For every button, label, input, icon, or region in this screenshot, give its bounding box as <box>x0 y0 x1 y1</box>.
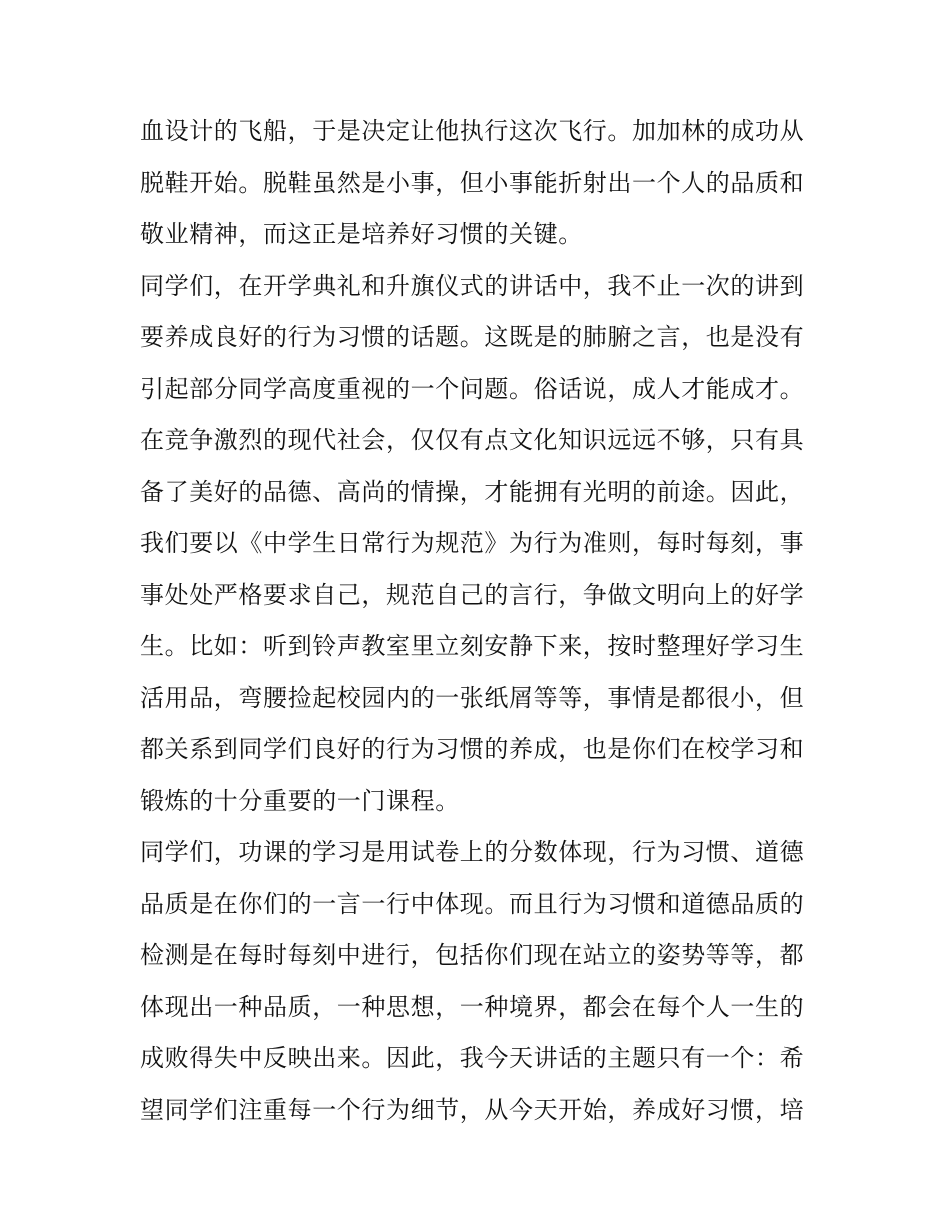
text-line-5: 要养成良好的行为习惯的话题。这既是的肺腑之言，也是没有 <box>140 323 805 351</box>
text-line-20: 望同学们注重每一个行为细节，从今天开始，养成好习惯，培 <box>140 1095 805 1124</box>
text-line-13: 都关系到同学们良好的行为习惯的养成，也是你们在校学习和 <box>140 735 805 763</box>
text-line-11: 生。比如：听到铃声教室里立刻安静下来，按时整理好学习生 <box>140 632 805 660</box>
document-body <box>140 106 812 1136</box>
text-line-15: 同学们，功课的学习是用试卷上的分数体现，行为习惯、道德 <box>140 838 805 866</box>
text-line-1: 血设计的飞船，于是决定让他执行这次飞行。加加林的成功从 <box>140 117 805 145</box>
text-line-2: 脱鞋开始。脱鞋虽然是小事，但小事能折射出一个人的品质和 <box>140 168 805 197</box>
text-line-17: 检测是在每时每刻中进行，包括你们现在站立的姿势等等，都 <box>140 941 805 969</box>
text-line-16: 品质是在你们的一言一行中体现。而且行为习惯和道德品质的 <box>140 889 805 918</box>
text-line-14: 锻炼的十分重要的一门课程。 <box>140 786 460 815</box>
text-line-10: 事处处严格要求自己，规范自己的言行，争做文明向上的好学 <box>140 580 805 609</box>
text-line-6: 引起部分同学高度重视的一个问题。俗话说，成人才能成才。 <box>140 374 805 403</box>
text-line-12: 活用品，弯腰捡起校园内的一张纸屑等等，事情是都很小，但 <box>140 683 805 712</box>
text-line-8: 备了美好的品德、高尚的情操，才能拥有光明的前途。因此， <box>140 477 805 506</box>
text-line-4: 同学们，在开学典礼和升旗仪式的讲话中，我不止一次的讲到 <box>140 271 805 300</box>
text-line-3: 敬业精神，而这正是培养好习惯的关键。 <box>140 220 583 248</box>
text-line-7: 在竞争激烈的现代社会，仅仅有点文化知识远远不够，只有具 <box>140 426 805 454</box>
text-line-19: 成败得失中反映出来。因此，我今天讲话的主题只有一个：希 <box>140 1044 805 1072</box>
text-line-9: 我们要以《中学生日常行为规范》为行为准则，每时每刻，事 <box>140 529 805 557</box>
text-line-18: 体现出一种品质，一种思想，一种境界，都会在每个人一生的 <box>140 992 805 1021</box>
